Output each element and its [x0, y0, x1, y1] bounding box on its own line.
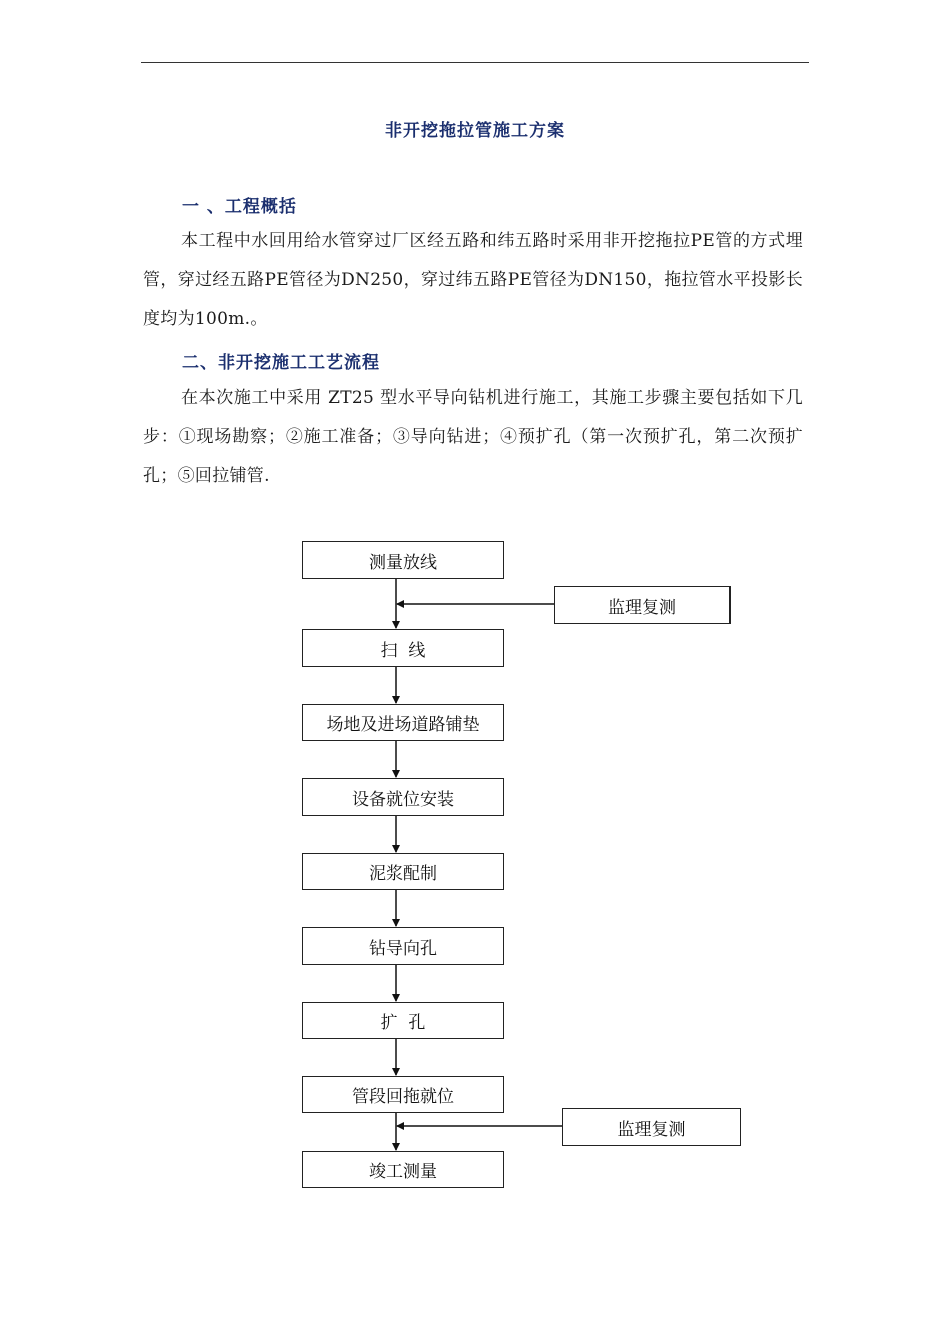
supervision-check-box: 监理复测	[562, 1108, 741, 1146]
section-2-body: 在本次施工中采用 ZT25 型水平导向钻机进行施工，其施工步骤主要包括如下几步：①现场勘察；②施工准备；③导向钻进；④预扩孔（第一次预扩孔，第二次预扩孔；⑤回拉铺管.	[143, 388, 803, 486]
document-title: 非开挖拖拉管施工方案	[385, 121, 565, 141]
flow-step-box: 扫 线	[302, 629, 504, 667]
section-1-heading: 一 、工程概括	[182, 197, 297, 217]
flow-step-box: 测量放线	[302, 541, 504, 579]
flow-step-box: 钻导向孔	[302, 927, 504, 965]
section-2-heading: 二、非开挖施工工艺流程	[182, 353, 380, 373]
flow-step-box: 竣工测量	[302, 1151, 504, 1188]
flow-step-box: 设备就位安装	[302, 778, 504, 816]
flow-step-box: 场地及进场道路铺垫	[302, 704, 504, 741]
flow-step-box: 管段回拖就位	[302, 1076, 504, 1113]
flow-step-box: 扩 孔	[302, 1002, 504, 1039]
flow-step-box: 泥浆配制	[302, 853, 504, 890]
section-1-body: 本工程中水回用给水管穿过厂区经五路和纬五路时采用非开挖拖拉PE管的方式埋管，穿过经五路PE管径为DN250，穿过纬五路PE管径为DN150，拖拉管水平投影长度均为100m.。	[143, 231, 803, 329]
supervision-check-box: 监理复测	[554, 586, 731, 624]
